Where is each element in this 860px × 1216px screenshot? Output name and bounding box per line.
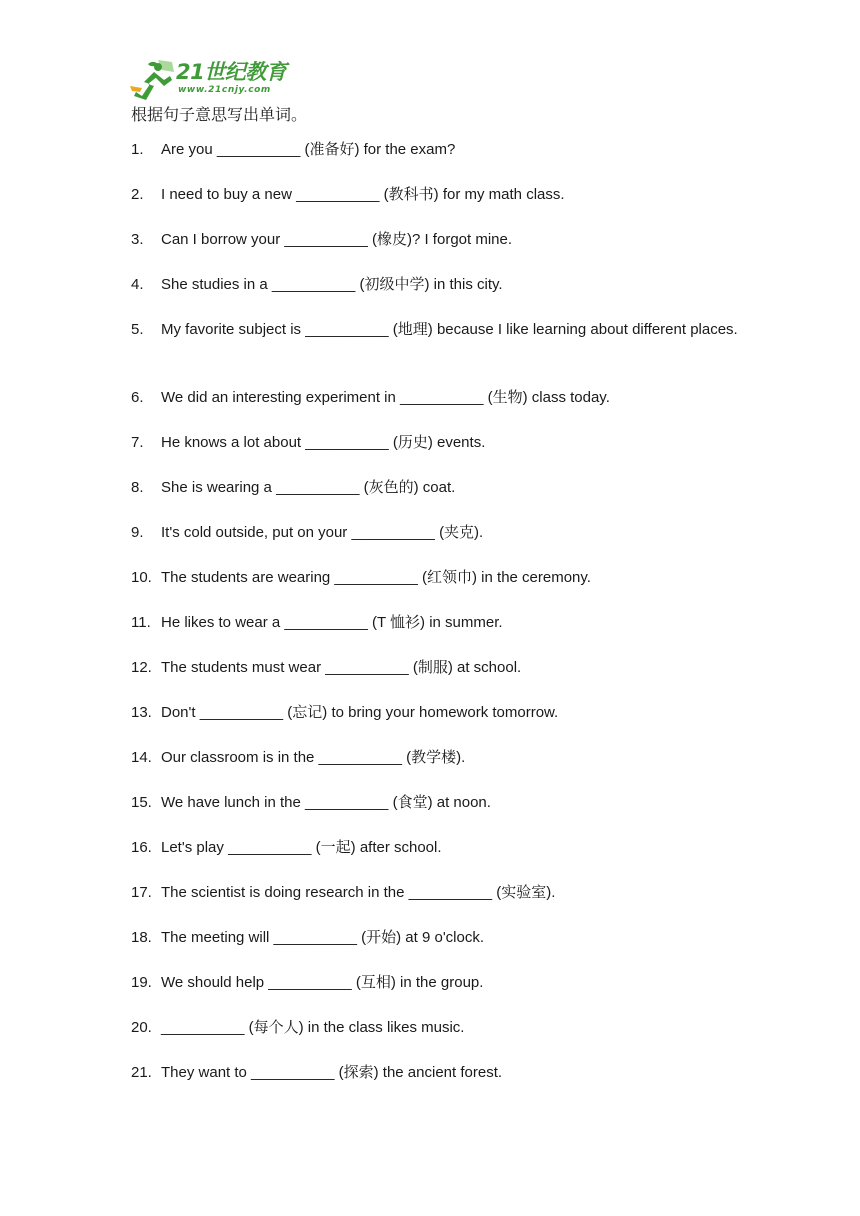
question-number: 14. <box>131 749 152 766</box>
question-text: It's cold outside, put on your __________ (夹克). <box>161 524 484 541</box>
question-item <box>131 831 751 865</box>
question-item <box>131 921 751 955</box>
question-text: He likes to wear a __________ (T 恤衫) in summer. <box>161 614 503 631</box>
question-item <box>131 876 751 910</box>
question-number: 1. <box>131 141 144 158</box>
question-text: We did an interesting experiment in __________ (生物) class today. <box>161 389 610 406</box>
question-text: He knows a lot about __________ (历史) events. <box>161 434 486 451</box>
site-logo <box>128 58 298 102</box>
question-text: She studies in a __________ (初级中学) in this city. <box>161 276 503 293</box>
question-number: 2. <box>131 186 144 203</box>
question-number: 17. <box>131 884 152 901</box>
question-item <box>131 1011 751 1045</box>
runner-logo-icon <box>128 58 178 102</box>
question-number: 5. <box>131 321 144 338</box>
question-text: The students must wear __________ (制服) at school. <box>161 659 522 676</box>
question-text: They want to __________ (探索) the ancient forest. <box>161 1064 503 1081</box>
question-item <box>131 966 751 1000</box>
question-item <box>131 561 751 595</box>
question-number: 20. <box>131 1019 152 1036</box>
question-text: We should help __________ (互相) in the group. <box>161 974 484 991</box>
question-item <box>131 313 751 347</box>
question-item <box>131 426 751 460</box>
question-item <box>131 223 751 257</box>
question-number: 12. <box>131 659 152 676</box>
question-text: The students are wearing __________ (红领巾) in the ceremony. <box>161 569 591 586</box>
question-text: I need to buy a new __________ (教科书) for my math class. <box>161 186 565 203</box>
question-text: Can I borrow your __________ (橡皮)? I forgot mine. <box>161 231 513 248</box>
question-item <box>131 786 751 820</box>
question-item <box>131 606 751 640</box>
question-item <box>131 516 751 550</box>
question-item <box>131 471 751 505</box>
question-number: 10. <box>131 569 152 586</box>
question-number: 11. <box>131 614 151 631</box>
question-number: 13. <box>131 704 152 721</box>
question-text: She is wearing a __________ (灰色的) coat. <box>161 479 456 496</box>
question-number: 19. <box>131 974 152 991</box>
question-item <box>131 133 751 167</box>
question-number: 21. <box>131 1064 152 1081</box>
question-item <box>131 381 751 415</box>
question-text: Are you __________ (准备好) for the exam? <box>161 141 456 158</box>
question-text: We have lunch in the __________ (食堂) at noon. <box>161 794 491 811</box>
logo-url: www.21cnjy.com <box>178 85 271 95</box>
question-number: 7. <box>131 434 144 451</box>
question-text: Let's play __________ (一起) after school. <box>161 839 442 856</box>
question-item <box>131 1056 751 1090</box>
question-number: 6. <box>131 389 144 406</box>
question-text: Don't __________ (忘记) to bring your homework tomorrow. <box>161 704 559 721</box>
question-item <box>131 741 751 775</box>
question-number: 18. <box>131 929 152 946</box>
question-text: The meeting will __________ (开始) at 9 o'clock. <box>161 929 485 946</box>
question-item <box>131 268 751 302</box>
question-text: Our classroom is in the __________ (教学楼). <box>161 749 466 766</box>
question-item <box>131 178 751 212</box>
question-number: 16. <box>131 839 152 856</box>
question-number: 8. <box>131 479 144 496</box>
question-number: 4. <box>131 276 144 293</box>
logo-title: 21世纪教育 <box>176 60 287 84</box>
question-text: The scientist is doing research in the __________ (实验室). <box>161 884 556 901</box>
question-text: __________ (每个人) in the class likes music. <box>161 1019 465 1036</box>
question-item <box>131 696 751 730</box>
question-number: 9. <box>131 524 144 541</box>
question-text: My favorite subject is __________ (地理) because I like learning about different places. <box>161 321 738 338</box>
question-number: 3. <box>131 231 144 248</box>
question-number: 15. <box>131 794 152 811</box>
question-item <box>131 651 751 685</box>
instruction-heading: 根据句子意思写出单词。 <box>131 105 308 124</box>
